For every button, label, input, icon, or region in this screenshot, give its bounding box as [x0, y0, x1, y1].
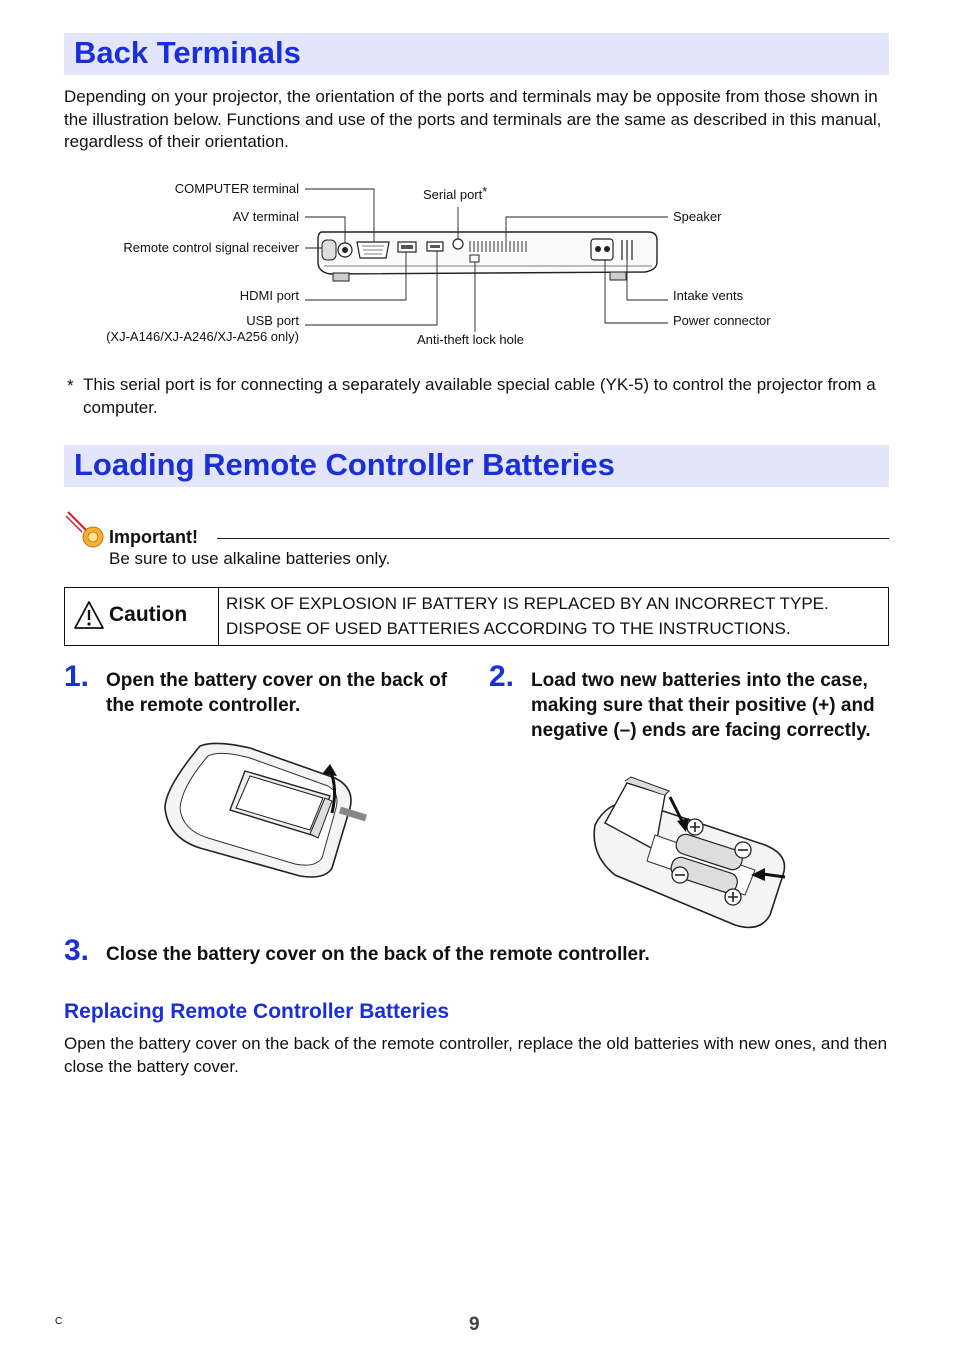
remote-open-cover-illustration: [160, 738, 370, 883]
important-label: Important!: [109, 527, 198, 547]
label-speaker: Speaker: [673, 209, 722, 224]
footnote-mark: *: [67, 376, 74, 395]
caution-line2: DISPOSE OF USED BATTERIES ACCORDING TO THE INSTRUCTIONS.: [226, 619, 791, 638]
label-serial-port: [423, 184, 488, 202]
replacing-title: Replacing Remote Controller Batteries: [64, 1000, 450, 1023]
step-1-number: 1.: [64, 660, 90, 693]
label-anti-theft: Anti-theft lock hole: [417, 332, 524, 347]
important-text: Be sure to use alkaline batteries only.: [109, 549, 391, 568]
remote-load-batteries-illustration: [585, 775, 795, 935]
label-computer-terminal: COMPUTER terminal: [174, 181, 299, 196]
step-2-number: 2.: [489, 660, 515, 693]
step-2-text: Load two new batteries into the case, making sure that their positive (+) and negative (–) ends are facing correctly.: [531, 670, 875, 741]
label-remote-receiver: Remote control signal receiver: [123, 240, 299, 255]
step-3-number: 3.: [64, 934, 90, 967]
label-intake-vents: Intake vents: [673, 288, 744, 303]
caution-box: [64, 587, 889, 646]
label-serial-port-mark: *: [482, 184, 488, 199]
page-number: 9: [469, 1314, 480, 1335]
projector-illustration: [0, 0, 954, 360]
label-serial-port-text: Serial port: [423, 187, 483, 202]
step-3-text: Close the battery cover on the back of the remote controller.: [106, 944, 650, 965]
caution-label-cell: [65, 588, 219, 645]
important-rule: [217, 538, 889, 539]
back-terminals-intro: Depending on your projector, the orientation of the ports and terminals may be opposite from those shown in the illustration below. Functions and use of the ports and terminals are the same as described in this manual, regardless of their orientation.: [64, 87, 882, 151]
label-av-terminal: AV terminal: [232, 209, 299, 224]
loading-title: Loading Remote Controller Batteries: [74, 447, 615, 482]
step-1-text: Open the battery cover on the back of the remote controller.: [106, 670, 448, 716]
footnote-text: This serial port is for connecting a separately available special cable (YK-5) to control the projector from a computer.: [83, 375, 876, 417]
label-hdmi-port: HDMI port: [239, 288, 299, 303]
back-terminals-title: Back Terminals: [74, 35, 301, 70]
important-icon: [64, 508, 104, 548]
warning-triangle-icon: [73, 600, 105, 630]
projector-back-diagram: [0, 0, 954, 360]
footer-letter: C: [55, 1316, 63, 1327]
replacing-text: Open the battery cover on the back of the remote controller, replace the old batteries with new ones, and then close the battery cover.: [64, 1034, 888, 1076]
caution-label: Caution: [109, 603, 188, 626]
loading-heading-band: [64, 445, 889, 487]
caution-line1: RISK OF EXPLOSION IF BATTERY IS REPLACED BY AN INCORRECT TYPE.: [226, 594, 829, 613]
label-usb-port: USB port: [246, 313, 299, 328]
label-usb-models: (XJ-A146/XJ-A246/XJ-A256 only): [106, 329, 299, 344]
label-power-connector: Power connector: [673, 313, 771, 328]
